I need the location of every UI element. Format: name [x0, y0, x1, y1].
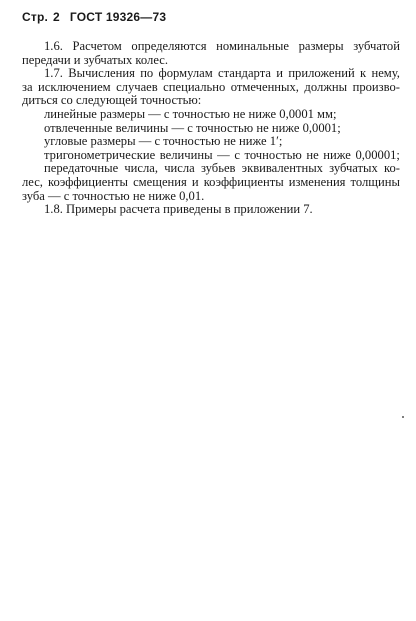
word: зубьев	[200, 161, 236, 176]
document-body	[22, 40, 400, 217]
word: эквивалентных	[241, 161, 323, 176]
word: зубчатой	[353, 39, 400, 53]
word: Вычисления	[68, 66, 135, 81]
paragraph-1-6	[22, 40, 400, 67]
word: случаев	[116, 79, 158, 94]
list-item-angular: угловые размеры — с точностью не ниже 1′;	[44, 134, 283, 149]
text-line: диться со следующей точностью:	[22, 93, 202, 108]
word: зубчатых	[329, 161, 378, 176]
word: с	[234, 147, 240, 162]
word: числа,	[124, 161, 159, 176]
word: и	[276, 66, 283, 81]
word: по	[140, 66, 154, 81]
text-line	[22, 176, 400, 190]
word: произво-	[352, 79, 400, 94]
text-line: зуба — с точностью не ниже 0,01.	[22, 188, 205, 203]
word: исключением	[38, 79, 111, 94]
list-item-linear: линейные размеры — с точностью не ниже 0,0001 мм;	[44, 106, 337, 121]
paragraph-1-8	[22, 203, 400, 217]
word: размеры	[298, 39, 344, 53]
word: коэффициенты	[203, 174, 284, 189]
word: 0,00001;	[355, 147, 400, 162]
word: тригонометрические	[44, 147, 156, 162]
text-line: 1.8. Примеры расчета приведены в приложении 7.	[44, 202, 313, 217]
word: толщины	[350, 174, 400, 189]
word: стандарта	[217, 66, 271, 81]
scan-speck	[402, 416, 404, 418]
word: —	[217, 147, 230, 162]
list-item-trig	[22, 149, 400, 163]
word: лес,	[22, 174, 43, 189]
paragraph-1-7	[22, 67, 400, 203]
word: коэффициенты	[48, 174, 129, 189]
page-number: 2	[53, 10, 60, 24]
word: и	[191, 174, 199, 189]
word: числа	[164, 161, 195, 176]
word: не	[306, 147, 319, 162]
page-header	[22, 10, 166, 24]
page-label: Стр.	[22, 10, 49, 24]
word: точностью	[244, 147, 302, 162]
word: должны	[304, 79, 348, 94]
word: отмеченных,	[230, 79, 299, 94]
word: специально	[163, 79, 226, 94]
word: 1.7.	[44, 66, 63, 81]
word: Расчетом	[72, 39, 122, 53]
list-item-relative: отвлеченные величины — с точностью не ниже 0,0001;	[44, 120, 341, 135]
word: за	[22, 79, 33, 94]
word: номинальные	[216, 39, 289, 53]
standard-code: ГОСТ 19326—73	[69, 10, 167, 24]
text-line	[22, 40, 400, 54]
text-line	[22, 67, 400, 81]
word: формулам	[158, 66, 213, 81]
word: ниже	[323, 147, 351, 162]
word: ко-	[384, 161, 400, 176]
word: величины	[159, 147, 213, 162]
word: передаточные	[44, 161, 119, 176]
word: нему,	[371, 66, 400, 81]
list-item-ratios	[22, 162, 400, 176]
word: 1.6.	[44, 39, 63, 53]
word: изменения	[288, 174, 346, 189]
word: определяются	[131, 39, 207, 53]
word: приложений	[288, 66, 355, 81]
word: к	[360, 66, 367, 81]
text-line	[22, 81, 400, 95]
word: смещения	[133, 174, 187, 189]
text-line: передачи и зубчатых колес.	[22, 52, 168, 67]
